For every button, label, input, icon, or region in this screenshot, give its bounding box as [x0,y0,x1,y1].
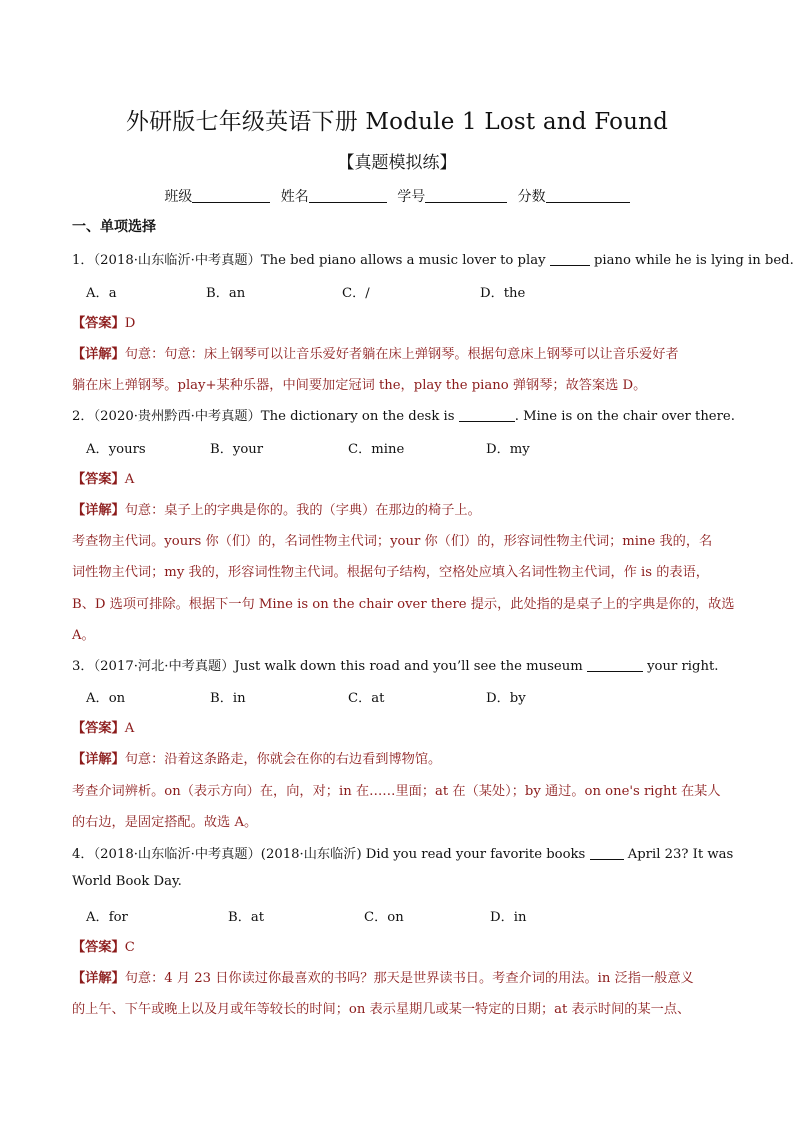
answer-blank [459,409,515,422]
question-2-detail-line: 词性物主代词；my 我的，形容词性物主代词。根据句子结构，空格处应填入名词性物主代词，作 is 的表语， [72,565,709,580]
class-field: 班级 [164,186,270,206]
question-2-detail: 【详解】句意：桌子上的字典是你的。我的（字典）在那边的椅子上。 [72,503,481,518]
question-4-answer: 【答案】C [72,940,135,955]
section-title: 一、单项选择 [72,219,156,235]
option-c: C．mine [348,442,405,457]
option-b: B．an [206,286,246,301]
question-4-detail-line: 的上午、下午或晚上以及月或年等较长的时间；on 表示星期几或某一特定的日期；at 表示时间的某一点、 [72,1002,691,1017]
question-2-stem: 2．（2020·贵州黔西·中考真题）The dictionary on the desk is . Mine is on the chair over there. [72,409,735,424]
question-4-detail: 【详解】句意：4 月 23 日你读过你最喜欢的书吗？那天是世界读书日。考查介词的用法。in 泛指一般意义 [72,971,694,986]
name-field: 姓名 [281,186,387,206]
page-subtitle: 【真题模拟练】 [337,153,457,173]
question-3-answer: 【答案】A [72,721,135,736]
question-3-detail: 【详解】句意：沿着这条路走，你就会在你的右边看到博物馆。 [72,752,442,767]
question-2-detail-line: 考查物主代词。yours 你（们）的，名词性物主代词；your 你（们）的，形容词性物主代词；mine 我的，名 [72,534,713,549]
option-d: D．my [486,442,530,457]
score-field: 分数 [518,186,630,206]
question-3-detail-line: 的右边，是固定搭配。故选 A。 [72,815,258,830]
question-3-stem: 3．（2017·河北·中考真题）Just walk down this road and you’ll see the museum your right. [72,659,719,674]
question-1-stem: 1．（2018·山东临沂·中考真题）The bed piano allows a music lover to play piano while he is lying in bed. [72,253,794,268]
student-number-field: 学号 [397,186,507,206]
option-b: B．your [210,442,264,457]
option-a: A．for [86,910,128,925]
question-1-detail-line: 躺在床上弹钢琴。play+某种乐器，中间要加定冠词 the，play the piano 弹钢琴；故答案选 D。 [72,378,647,393]
option-d: D．the [480,286,526,301]
answer-blank [590,847,624,860]
page-title: 外研版七年级英语下册 Module 1 Lost and Found [125,109,669,135]
question-1-detail: 【详解】句意：句意：床上钢琴可以让音乐爱好者躺在床上弹钢琴。根据句意床上钢琴可以让音乐爱好者 [72,347,679,362]
answer-blank [587,659,643,672]
option-a: A．yours [86,442,146,457]
option-a: A．on [86,691,126,706]
answer-blank [550,253,590,266]
option-c: C．/ [342,286,370,301]
option-a: A．a [86,286,117,301]
question-4-stem: 4．（2018·山东临沂·中考真题）(2018·山东临沂) Did you read your favorite books April 23? It was [72,847,734,862]
option-b: B．in [210,691,246,706]
option-d: D．by [486,691,526,706]
question-4-stem-line: World Book Day. [72,874,182,889]
option-c: C．on [364,910,404,925]
question-1-answer: 【答案】D [72,316,136,331]
question-3-detail-line: 考查介词辨析。on（表示方向）在，向，对；in 在……里面；at 在（某处）；by 通过。on one's right 在某人 [72,784,721,799]
option-c: C．at [348,691,385,706]
question-2-detail-line: A。 [72,628,95,643]
question-2-detail-line: B、D 选项可排除。根据下一句 Mine is on the chair over there 提示，此处指的是桌子上的字典是你的，故选 [72,597,735,612]
option-b: B．at [228,910,265,925]
option-d: D．in [490,910,527,925]
student-info-row [0,186,794,206]
question-2-answer: 【答案】A [72,472,135,487]
